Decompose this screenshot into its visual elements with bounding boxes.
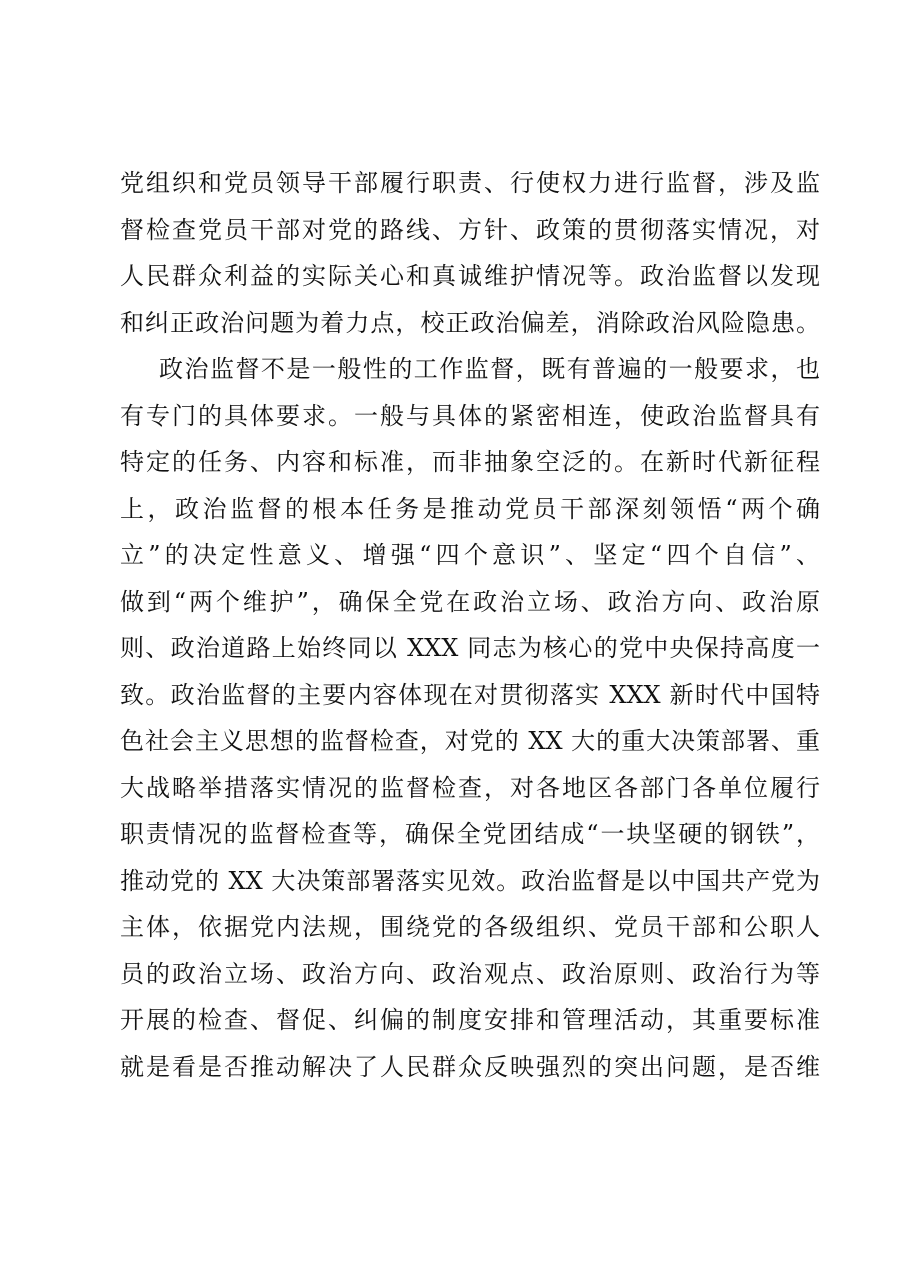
text-line: 有专门的具体要求。一般与具体的紧密相连，使政治监督具有 [120,401,820,430]
text-line: 立”的决定性意义、增强“四个意识”、坚定“四个自信”、 [120,541,820,569]
text-line: 员的政治立场、政治方向、政治观点、政治原则、政治行为等 [120,959,820,988]
text-line: 开展的检查、督促、纠偏的制度安排和管理活动，其重要标准 [120,1006,820,1034]
paragraph-2 [120,346,820,1090]
text-line: 人民群众利益的实际关心和真诚维护情况等。政治监督以发现 [120,262,820,290]
text-line: 就是看是否推动解决了人民群众反映强烈的突出问题，是否维 [120,1052,820,1081]
text-line: 职责情况的监督检查等，确保全党团结成“一块坚硬的钢铁”， [120,820,820,848]
paragraph-1 [120,160,820,346]
text-line: 大战略举措落实情况的监督检查，对各地区各部门各单位履行 [120,773,820,802]
text-line: 色社会主义思想的监督检查，对党的 XX 大的重大决策部署、重 [120,727,820,755]
text-line: 和纠正政治问题为着力点，校正政治偏差，消除政治风险隐患。 [120,308,820,337]
document-body [120,160,820,1090]
text-line: 则、政治道路上始终同以 XXX 同志为核心的党中央保持高度一 [120,634,820,662]
text-line-indented: 政治监督不是一般性的工作监督，既有普遍的一般要求，也 [159,355,820,383]
text-line: 致。政治监督的主要内容体现在对贯彻落实 XXX 新时代中国特 [120,680,820,709]
text-line: 上，政治监督的根本任务是推动党员干部深刻领悟“两个确 [120,494,820,523]
text-line: 主体，依据党内法规，围绕党的各级组织、党员干部和公职人 [120,913,820,941]
text-line: 做到“两个维护”，确保全党在政治立场、政治方向、政治原 [120,587,820,616]
text-line: 推动党的 XX 大决策部署落实见效。政治监督是以中国共产党为 [120,866,820,895]
text-line: 党组织和党员领导干部履行职责、行使权力进行监督，涉及监 [120,169,820,197]
text-line: 特定的任务、内容和标准，而非抽象空泛的。在新时代新征程 [120,448,820,476]
text-line: 督检查党员干部对党的路线、方针、政策的贯彻落实情况，对 [120,215,820,244]
